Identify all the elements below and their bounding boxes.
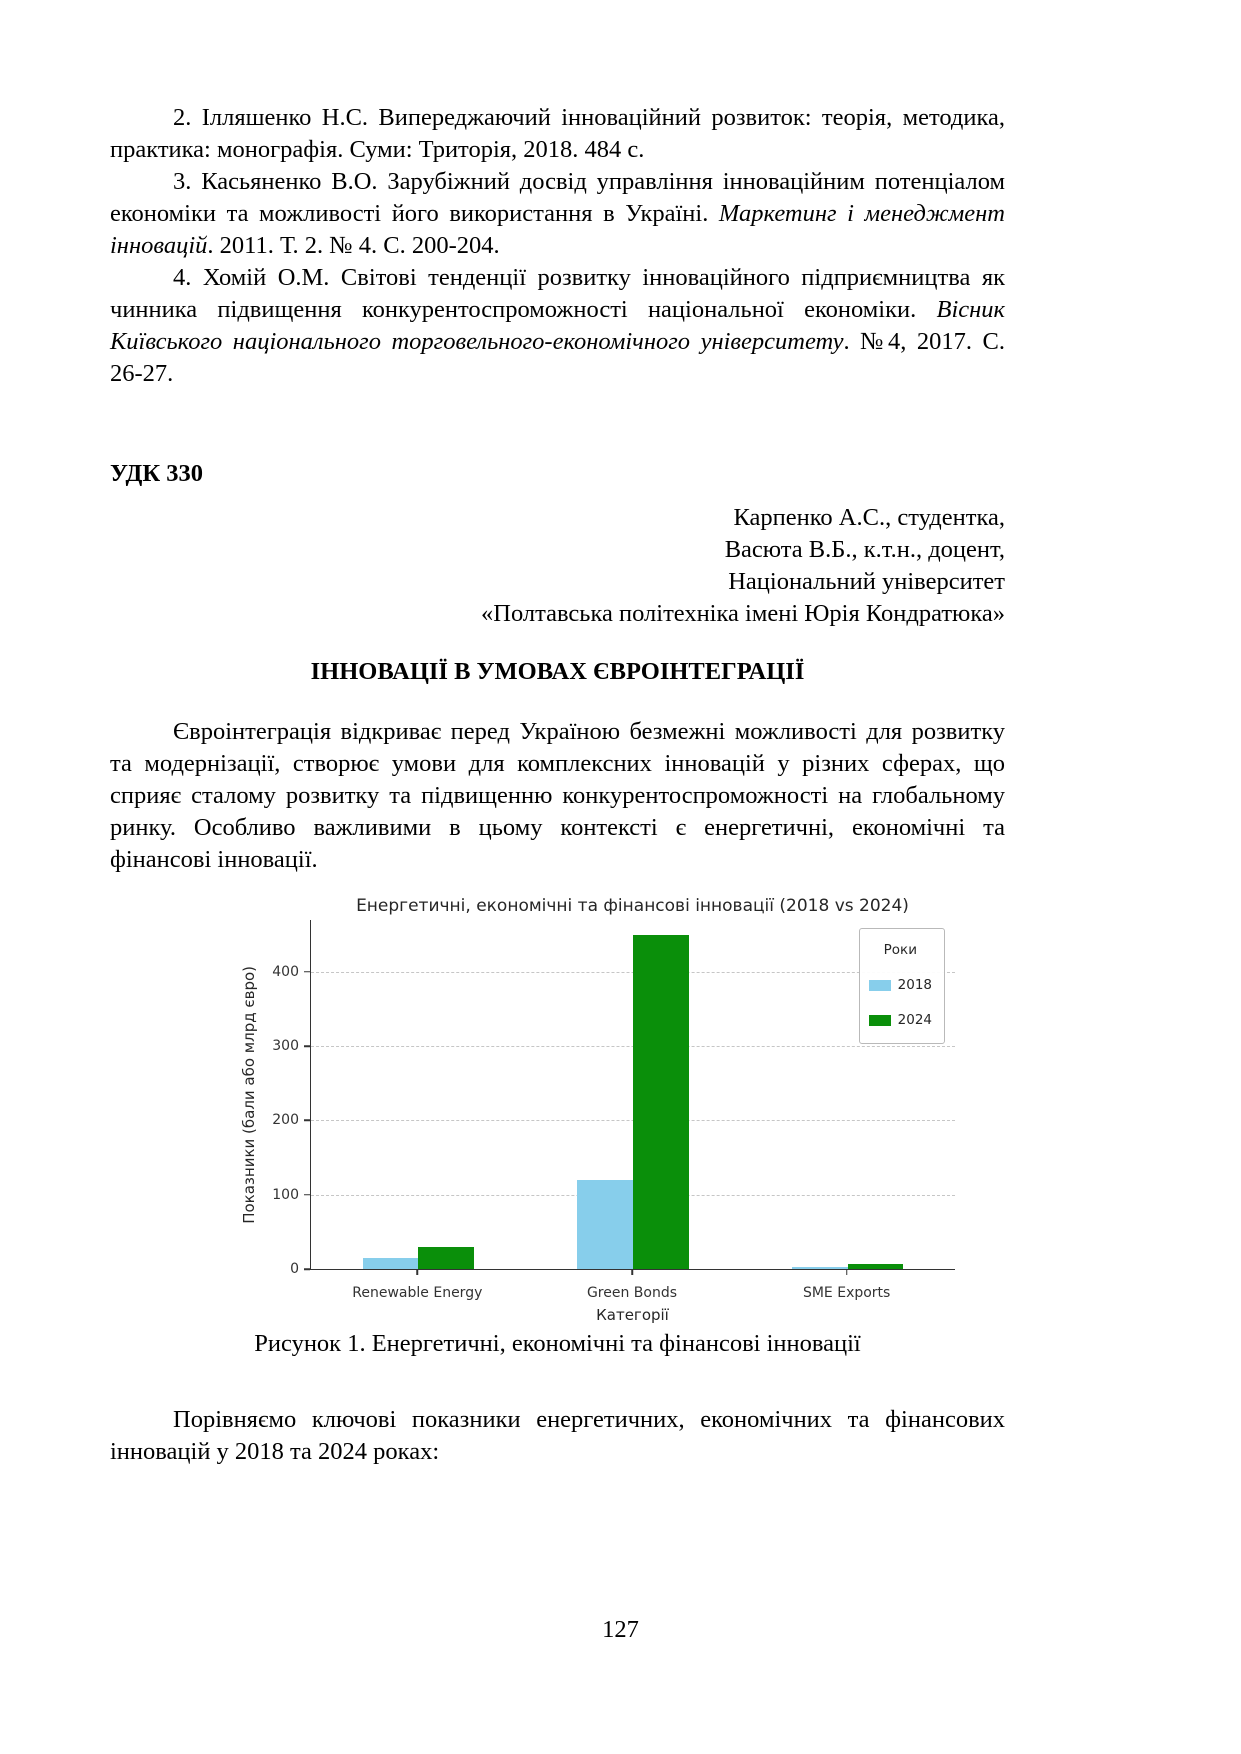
- affiliation-line: Національний університет: [728, 568, 1005, 595]
- legend-label-2018: 2018: [897, 977, 932, 993]
- chart-y-axis-label: [236, 920, 262, 1270]
- article-title: ІННОВАЦІЇ В УМОВАХ ЄВРОІНТЕГРАЦІЇ: [310, 658, 805, 685]
- reference-text: 2. Ілляшенко Н.С. Випереджаючий інноваційний розвиток: теорія, методика, практика: монографія. Суми: Триторія, 2018. 484 с.: [110, 104, 1005, 163]
- x-tick-label-green-bonds: Green Bonds: [586, 1285, 678, 1301]
- legend-entry-2018: [869, 969, 932, 1001]
- reference-text: . 2011. Т. 2. № 4. С. 200-204.: [207, 232, 500, 259]
- bar-2024-renewable-energy: [418, 1247, 474, 1269]
- chart-y-ticks: [262, 920, 310, 1277]
- affiliation-line: «Полтавська політехніка імені Юрія Кондратюка»: [481, 600, 1005, 627]
- y-tick-label-0: 0: [290, 1261, 299, 1277]
- reference-item-3: [110, 166, 1005, 262]
- x-tick-label-sme-exports: SME Exports: [802, 1285, 891, 1301]
- x-tick-mark: [631, 1270, 633, 1275]
- bar-2018-renewable-energy: [363, 1258, 419, 1269]
- reference-text: 3. Касьяненко В.О. Зарубіжний досвід управління інноваційним потенціалом економіки та можливості його використання в Україні.: [110, 168, 1005, 227]
- chart-plot-area: [310, 920, 955, 1270]
- chart-x-axis-label: Категорії: [596, 1306, 669, 1324]
- y-tick-label-400: 400: [272, 963, 299, 980]
- chart-legend: [859, 928, 945, 1044]
- authors-block: [110, 502, 1005, 630]
- closing-paragraph: Порівняємо ключові показники енергетичних, економічних та фінансових інновацій у 2018 та 2024 роках:: [110, 1406, 1005, 1465]
- bar-chart: [236, 890, 955, 1324]
- reference-text: . №4, 2017. С. 26-27.: [110, 328, 1006, 387]
- chart-x-ticks: [310, 1270, 955, 1301]
- y-tick-label-200: 200: [272, 1112, 299, 1129]
- legend-entry-2024: [869, 1004, 932, 1036]
- x-tick-mark: [417, 1270, 419, 1275]
- legend-swatch-2024: [869, 1015, 891, 1026]
- bar-2024-sme-exports: [848, 1264, 904, 1269]
- reference-source-italic: Вісник Київського національного торговельного-економічного університету: [110, 296, 1005, 355]
- bar-2018-sme-exports: [792, 1267, 848, 1269]
- chart-y-axis-label-text: Показники (бали або млрд євро): [240, 966, 258, 1224]
- udk-code: УДК 330: [110, 460, 203, 487]
- x-tick-mark: [846, 1270, 848, 1275]
- legend-swatch-2018: [869, 980, 891, 991]
- chart-title: Енергетичні, економічні та фінансові інновації (2018 vs 2024): [356, 896, 909, 916]
- reference-item-4: [110, 262, 1005, 390]
- figure-caption: Рисунок 1. Енергетичні, економічні та фінансові інновації: [254, 1330, 861, 1357]
- references-section: [110, 102, 1005, 390]
- x-tick-label-renewable-energy: Renewable Energy: [352, 1285, 483, 1301]
- reference-text: 4. Хомій О.М. Світові тенденції розвитку інноваційного підприємництва як чинника підвищення конкурентоспроможності національної економіки.: [110, 264, 1005, 323]
- bar-chart-figure: [236, 890, 955, 1324]
- y-tick-label-300: 300: [272, 1038, 299, 1055]
- bar-2018-green-bonds: [577, 1180, 633, 1269]
- reference-item-2: [110, 102, 1005, 166]
- legend-title: Роки: [883, 942, 917, 958]
- intro-paragraph: Євроінтеграція відкриває перед Україною безмежні можливості для розвитку та модернізації, створює умови для комплексних інновацій у різних сферах, що сприяє сталому розвитку та підвищенню конкурентоспроможності на глобальному ринку. Особливо важливими в цьому контексті є енергетичні, економічні та фінансові інновації.: [110, 718, 1005, 873]
- reference-source-italic: Маркетинг і менеджмент інновацій: [110, 200, 1005, 259]
- y-tick-label-100: 100: [272, 1186, 299, 1203]
- bar-2024-green-bonds: [633, 935, 689, 1269]
- page-number: 127: [602, 1616, 639, 1643]
- legend-label-2024: 2024: [897, 1012, 932, 1028]
- author-line: Васюта В.Б., к.т.н., доцент,: [724, 536, 1005, 563]
- author-line: Карпенко А.С., студентка,: [733, 504, 1005, 531]
